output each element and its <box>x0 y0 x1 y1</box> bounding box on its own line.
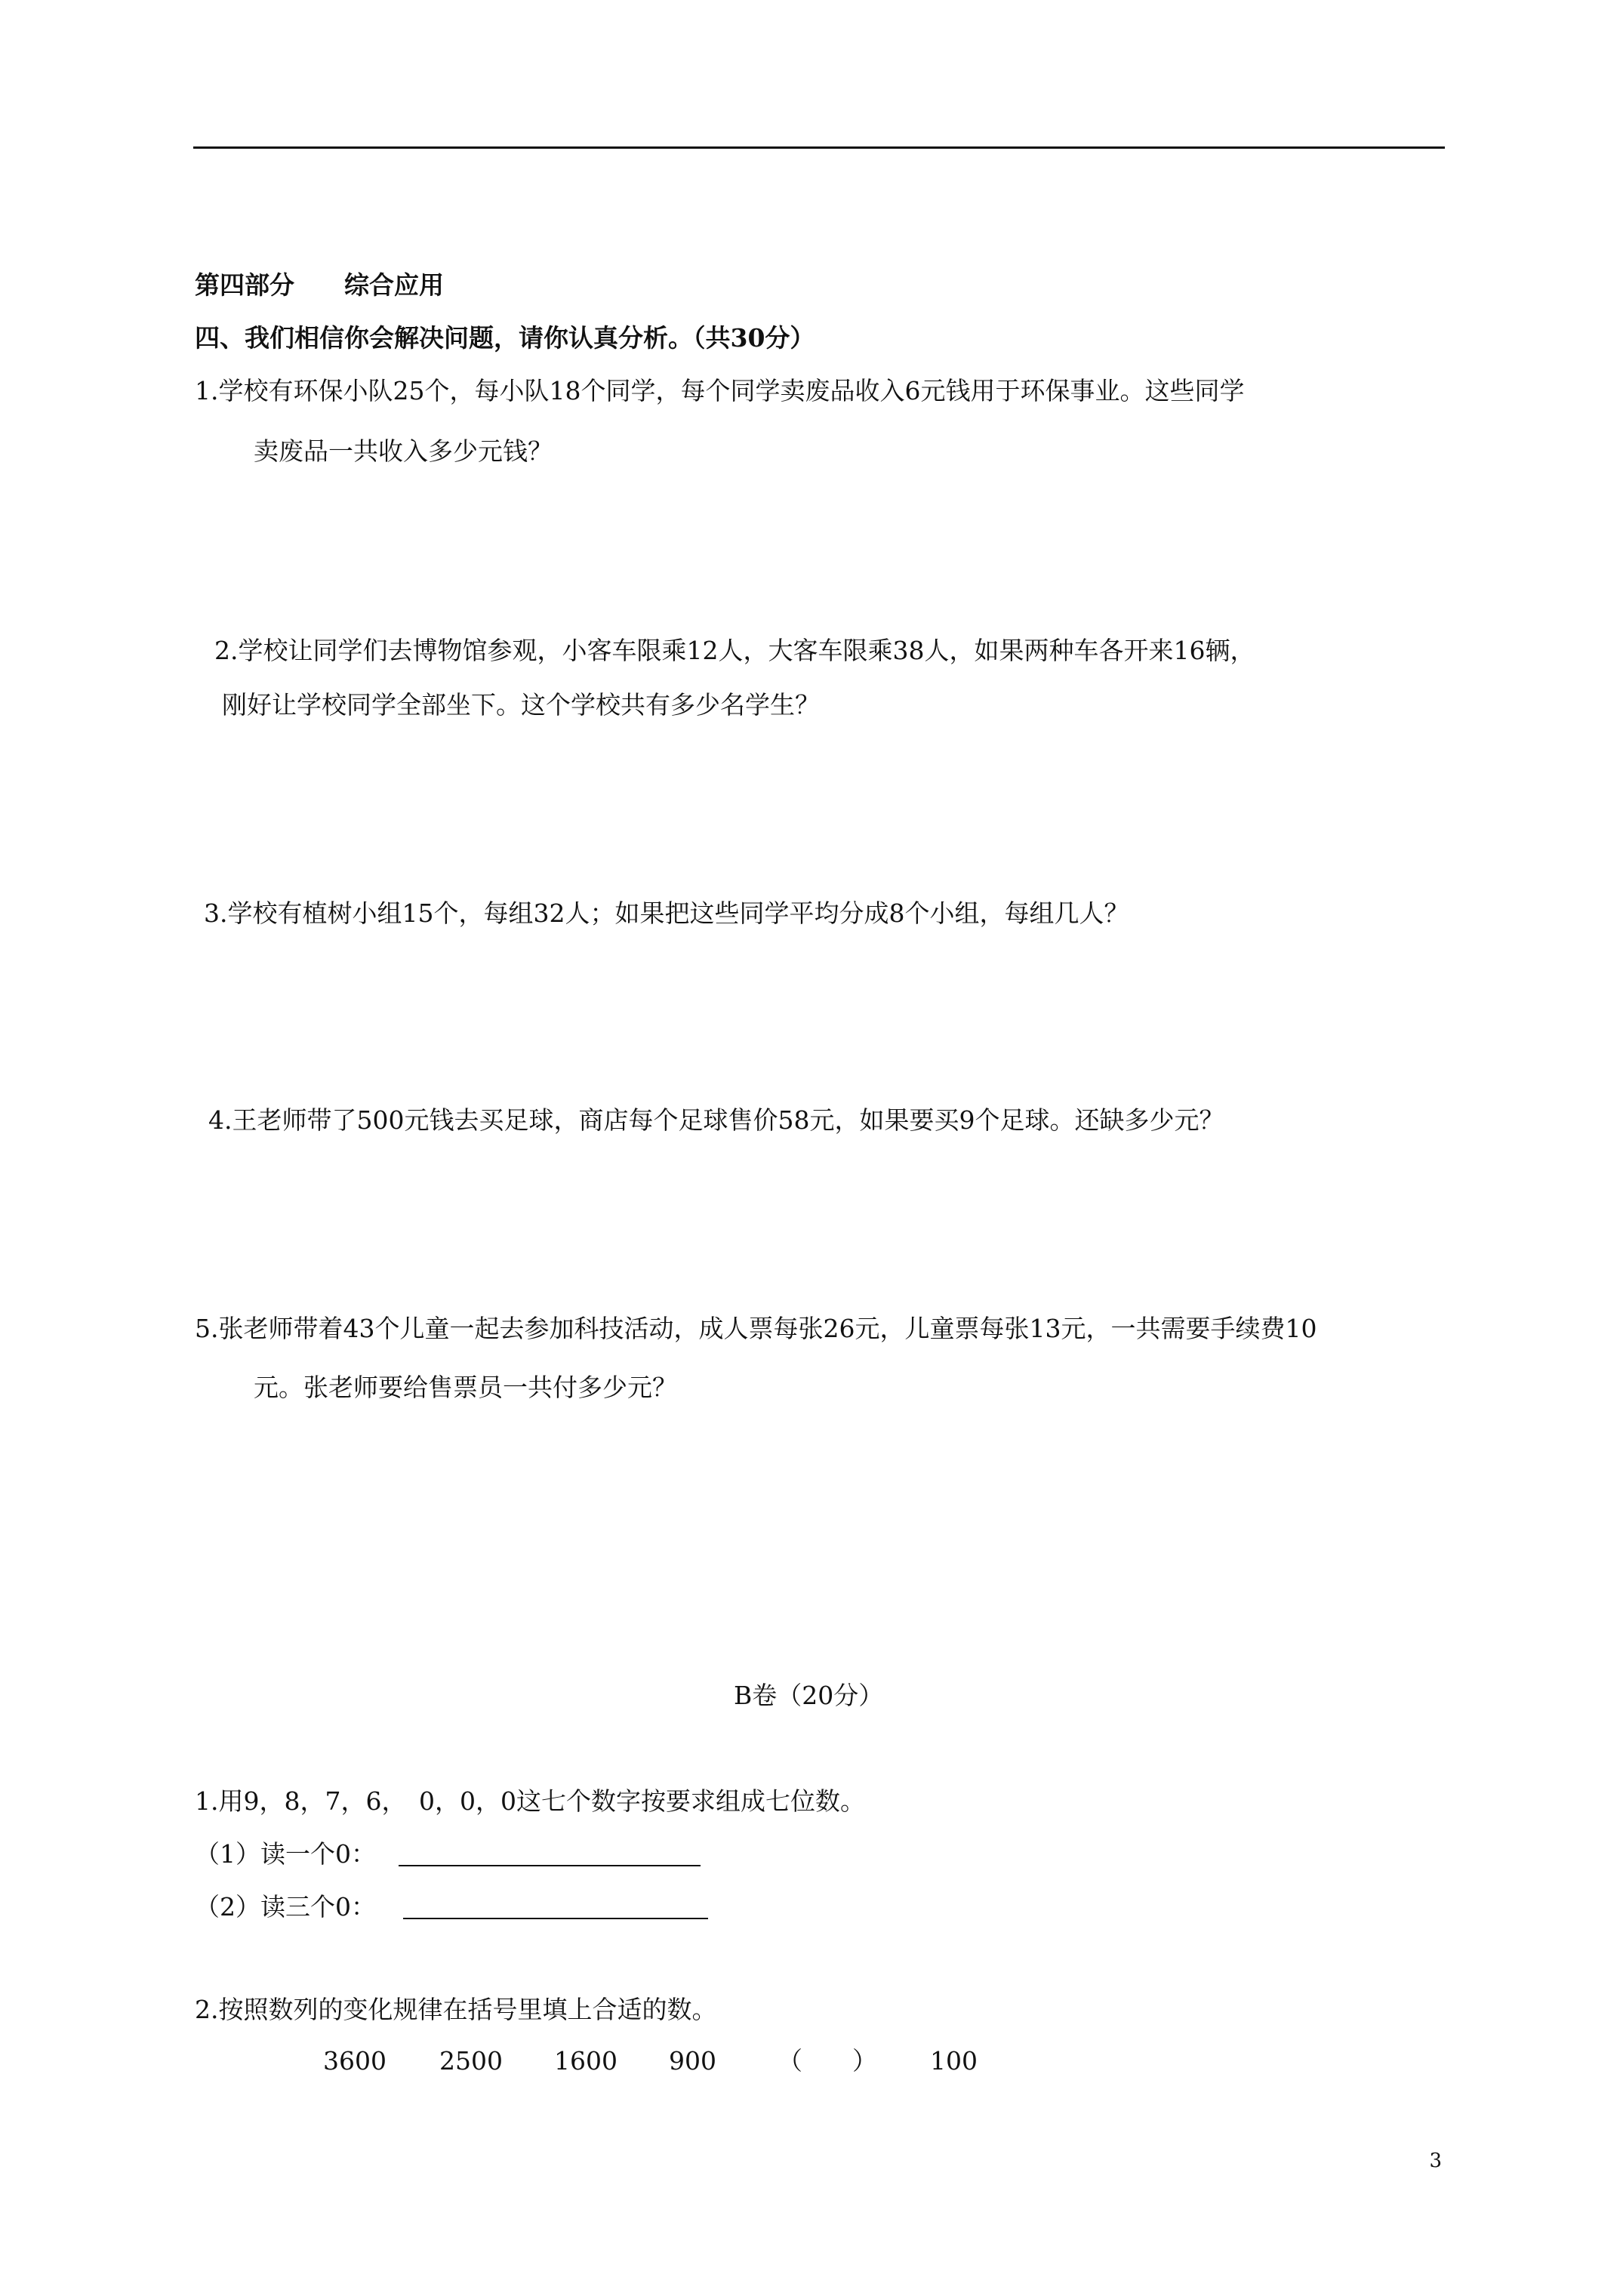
section-heading: 四、我们相信你会解决问题，请你认真分析。（共30分） <box>195 323 815 353</box>
sequence-term-2: 2500 <box>439 2046 503 2076</box>
sequence-term-6: 100 <box>930 2046 978 2076</box>
b-question-1-sub-1: （1）读一个0： <box>195 1839 376 1869</box>
problem-5-line-2: 元。张老师要给售票员一共付多少元？ <box>254 1373 677 1402</box>
sequence-term-3: 1600 <box>554 2046 617 2076</box>
b-question-1: 1.用9，8，7，6， 0，0，0这七个数字按要求组成七位数。 <box>195 1786 865 1816</box>
problem-1-line-2: 卖废品一共收入多少元钱？ <box>254 436 553 466</box>
answer-blank-1[interactable] <box>399 1865 701 1866</box>
problem-2-line-1: 2.学校让同学们去博物馆参观，小客车限乘12人，大客车限乘38人，如果两种车各开来16辆， <box>214 636 1255 665</box>
problem-4: 4.王老师带了500元钱去买足球，商店每个足球售价58元，如果要买9个足球。还缺多少元？ <box>208 1105 1224 1135</box>
problem-3: 3.学校有植树小组15个，每组32人；如果把这些同学平均分成8个小组，每组几人？ <box>204 898 1129 928</box>
problem-1-line-1: 1.学校有环保小队25个，每小队18个同学，每个同学卖废品收入6元钱用于环保事业。这些同学 <box>195 376 1245 405</box>
part-title: 第四部分 综合应用 <box>195 270 444 300</box>
problem-5-line-1: 5.张老师带着43个儿童一起去参加科技活动，成人票每张26元，儿童票每张13元，一共需要手续费10 <box>195 1314 1317 1343</box>
page-number: 3 <box>1429 2150 1442 2172</box>
problem-2-line-2: 刚好让学校同学全部坐下。这个学校共有多少名学生？ <box>222 690 820 720</box>
answer-blank-2[interactable] <box>403 1918 708 1919</box>
sequence-answer-blank[interactable]: （ ） <box>778 2046 877 2076</box>
header-rule <box>193 146 1445 149</box>
b-question-2: 2.按照数列的变化规律在括号里填上合适的数。 <box>195 1995 717 2024</box>
sequence-term-1: 3600 <box>323 2046 387 2076</box>
volume-b-title: B卷（20分） <box>734 1681 884 1710</box>
sequence-term-4: 900 <box>669 2046 716 2076</box>
b-question-1-sub-2: （2）读三个0： <box>195 1892 376 1922</box>
